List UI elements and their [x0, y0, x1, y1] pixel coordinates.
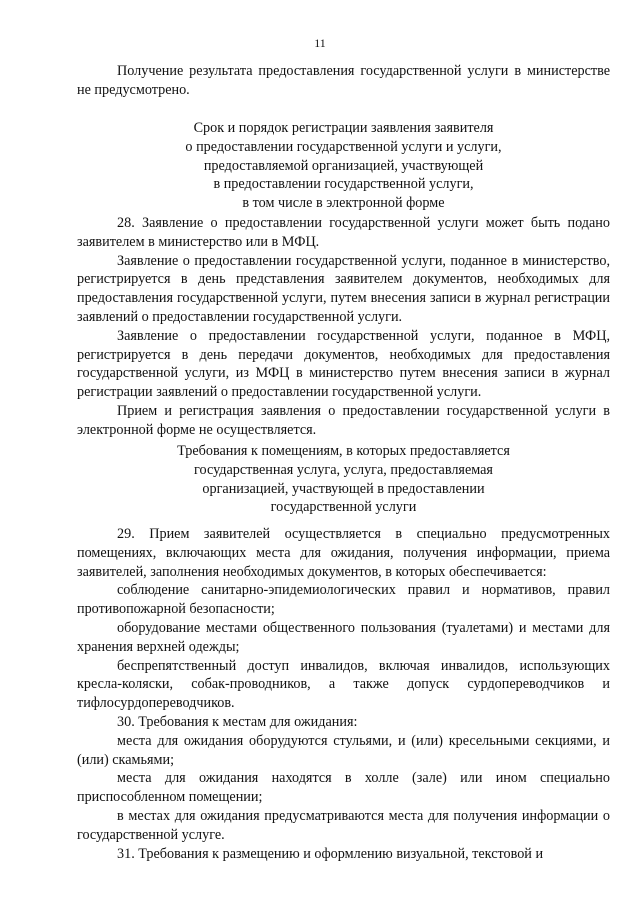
heading-line: организацией, участвующей в предоставлении: [202, 480, 485, 497]
paragraph-31: 31. Требования к размещению и оформлению визуальной, текстовой и: [117, 845, 544, 862]
section-28: [77, 214, 610, 440]
page-number: 11: [314, 36, 326, 50]
heading-line: государственной услуги: [270, 499, 417, 516]
paragraph-text: Получение результата предоставления государственной услуги в министерстве не предусмотрено.: [77, 63, 610, 98]
heading-line: государственная услуга, услуга, предоставляемая: [194, 461, 493, 478]
paragraph-30c: в местах для ожидания предусматриваются места для получения информации о государственной услуге.: [77, 807, 610, 843]
section-29-31: [77, 525, 610, 863]
paragraph-intro: [77, 62, 610, 100]
paragraph-29a: соблюдение санитарно-эпидемиологических правил и нормативов, правил противопожарной безопасности;: [77, 582, 610, 618]
heading-line: Срок и порядок регистрации заявления заявителя: [193, 120, 494, 136]
heading-line: в том числе в электронной форме: [242, 195, 445, 212]
paragraph-29: 29. Прием заявителей осуществляется в специально предусмотренных помещениях, включающих места для ожидания, получения информации, приема заявителей, заполнения необходимых документов, в которых обеспечивается:: [77, 526, 610, 580]
section-heading-registration: [77, 119, 610, 213]
heading-line: о предоставлении государственной услуги и услуги,: [185, 138, 502, 155]
paragraph-28b: Заявление о предоставлении государственной услуги, поданное в МФЦ, регистрируется в день передачи документов, необходимых для предоставления государственной услуги, из МФЦ в министерство путем внесения записи в журнал регистрации заявлений о предоставлении государственной услуги.: [77, 327, 610, 401]
paragraph-29c: беспрепятственный доступ инвалидов, включая инвалидов, использующих кресла-коляски, собак-проводников, а также допуск сурдопереводчиков и тифлосурдопереводчиков.: [77, 657, 610, 712]
paragraph-30: 30. Требования к местам для ожидания:: [117, 713, 358, 730]
paragraph-29b: оборудование местами общественного пользования (туалетами) и местами для хранения верхней одежды;: [77, 619, 610, 655]
paragraph-28c: Прием и регистрация заявления о предоставлении государственной услуги в электронной форме не осуществляется.: [77, 402, 610, 438]
paragraph-28a: Заявление о предоставлении государственной услуги, поданное в министерство, регистрируется в день представления заявителем документов, необходимых для предоставления государственной услуги, путем внесения записи в журнал регистрации заявлений о предоставлении государственной услуги.: [77, 252, 610, 325]
paragraph-30a: места для ожидания оборудуются стульями, и (или) кресельными секциями, и (или) скамьями;: [77, 732, 610, 768]
paragraph-28: 28. Заявление о предоставлении государственной услуги может быть подано заявителем в министерство или в МФЦ.: [77, 215, 610, 250]
heading-line: предоставляемой организацией, участвующей: [203, 157, 484, 174]
heading-line: Требования к помещениям, в которых предоставляется: [177, 443, 510, 459]
heading-line: в предоставлении государственной услуги,: [213, 176, 474, 193]
paragraph-30b: места для ожидания находятся в холле (зале) или ином специально приспособленном помещении;: [77, 770, 610, 806]
section-heading-premises: [77, 442, 610, 517]
